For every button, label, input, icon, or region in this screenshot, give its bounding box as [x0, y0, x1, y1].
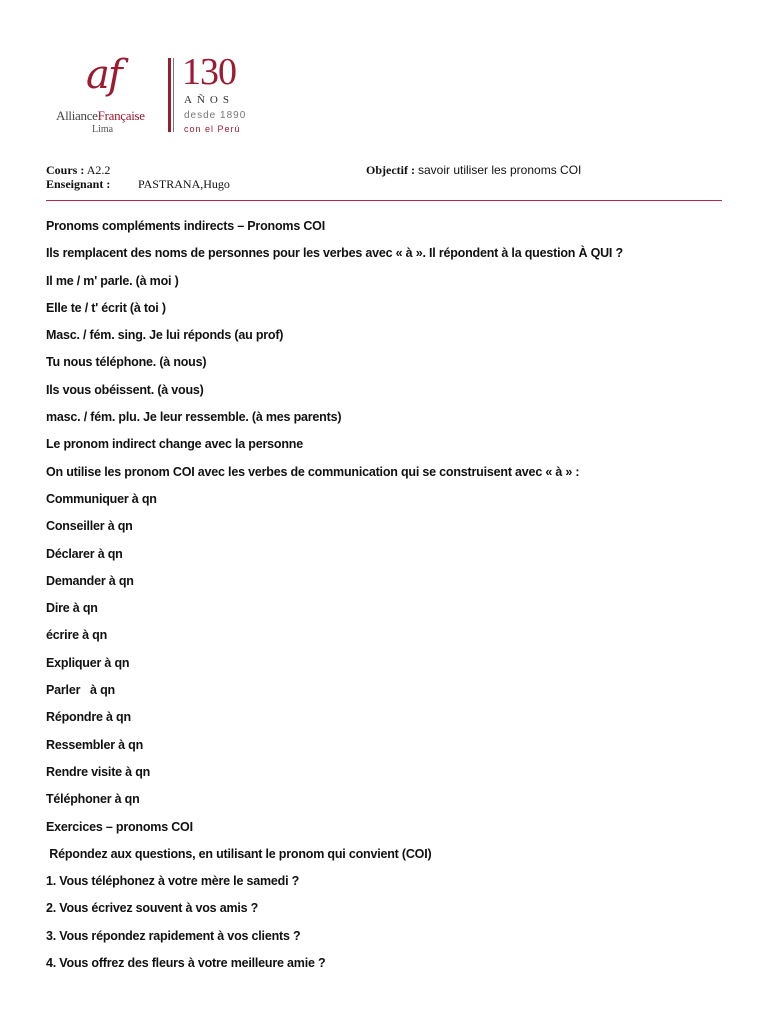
rule-line: Le pronom indirect change avec la personne	[46, 437, 303, 452]
exercise-question: 3. Vous répondez rapidement à vos clients ?	[46, 928, 301, 943]
exercise-instruction: Répondez aux questions, en utilisant le pronom qui convient (COI)	[46, 846, 432, 861]
course-value: A2.2	[86, 163, 111, 177]
verb-item: Communiquer à qn	[46, 491, 157, 506]
example-line: Masc. / fém. sing. Je lui réponds (au prof)	[46, 328, 284, 343]
example-line: Il me / m' parle. (à moi )	[46, 273, 179, 288]
teacher-value: PASTRANA,Hugo	[138, 177, 230, 191]
verb-item: Ressembler à qn	[46, 737, 144, 752]
header-divider	[46, 200, 722, 201]
verb-item: Dire à qn	[46, 601, 98, 616]
objective-line	[366, 163, 581, 177]
rule-line: On utilise les pronom COI avec les verbes de communication qui se construisent avec « à » :	[46, 464, 580, 479]
teacher-label: Enseignant :	[46, 177, 111, 191]
exercise-question: 4. Vous offrez des fleurs à votre meilleure amie ?	[46, 956, 326, 971]
objective-value: savoir utiliser les pronoms COI	[417, 163, 582, 177]
logo-anos: AÑOS	[184, 94, 234, 106]
exercise-question: 2. Vous écrivez souvent à vos amis ?	[46, 901, 259, 916]
verb-item: Rendre visite à qn	[46, 764, 151, 779]
example-line: Elle te / t' écrit (à toi )	[46, 300, 166, 315]
course-line	[46, 163, 110, 177]
course-label: Cours :	[46, 163, 85, 177]
teacher-line	[46, 177, 110, 191]
exercise-title: Exercices – pronoms COI	[46, 819, 193, 834]
example-line: Ils vous obéissent. (à vous)	[46, 382, 204, 397]
verb-item: Téléphoner à qn	[46, 792, 140, 807]
verb-item: Déclarer à qn	[46, 546, 123, 561]
verb-item: Parler à qn	[46, 683, 115, 698]
verb-item: écrire à qn	[46, 628, 108, 643]
logo-name-alliance: Alliance	[56, 108, 98, 123]
lesson-title: Pronoms compléments indirects – Pronoms COI	[46, 219, 325, 233]
example-line: Tu nous téléphone. (à nous)	[46, 355, 207, 370]
logo-name	[56, 108, 145, 124]
logo-since: desde 1890	[184, 110, 247, 121]
logo-divider-thin	[173, 58, 174, 132]
verb-item: Demander à qn	[46, 573, 134, 588]
lesson-intro: Ils remplacent des noms de personnes pour les verbes avec « à ». Il répondent à la question À QUI ?	[46, 246, 623, 261]
verb-item: Expliquer à qn	[46, 655, 130, 670]
logo-peru: con el Perú	[184, 124, 241, 134]
logo-af-monogram: af	[86, 52, 121, 98]
logo-divider	[168, 58, 171, 132]
logo-city: Lima	[92, 124, 114, 135]
example-line: masc. / fém. plu. Je leur ressemble. (à mes parents)	[46, 410, 342, 425]
lesson-content	[46, 216, 726, 980]
objective-label: Objectif :	[366, 163, 415, 177]
verb-item: Conseiller à qn	[46, 519, 133, 534]
alliance-francaise-logo	[48, 50, 263, 140]
exercise-question: 1. Vous téléphonez à votre mère le samedi ?	[46, 874, 300, 889]
verb-item: Répondre à qn	[46, 710, 131, 725]
logo-name-francaise: Française	[97, 108, 145, 123]
logo-anniversary-number: 130	[182, 51, 236, 93]
